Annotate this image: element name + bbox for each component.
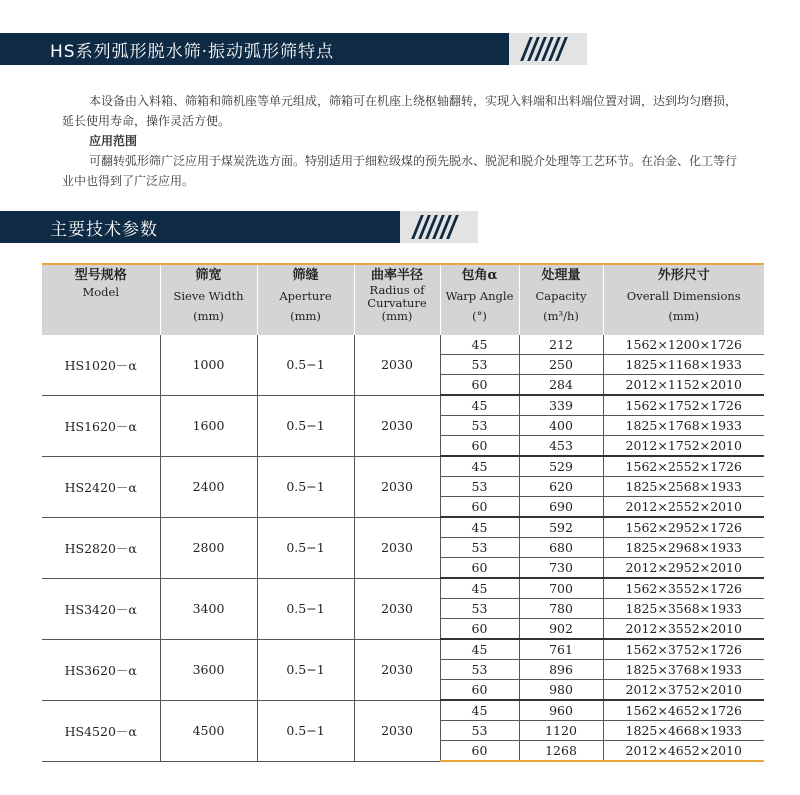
capacity-cell: 730 [519, 558, 603, 579]
radius-cell: 2030 [354, 700, 440, 761]
dimensions-cell: 2012×2552×2010 [603, 497, 764, 518]
sieve-width-cell: 1600 [160, 395, 257, 456]
dimensions-cell: 1562×4652×1726 [603, 700, 764, 721]
header-radius: 曲率半径 Radius of Curvature (mm) [354, 264, 440, 335]
aperture-cell: 0.5−1 [257, 456, 354, 517]
capacity-cell: 896 [519, 660, 603, 680]
dimensions-cell: 1562×3552×1726 [603, 578, 764, 599]
dimensions-cell: 1825×4668×1933 [603, 721, 764, 741]
header-capacity: 处理量 Capacity (m³/h) [519, 264, 603, 335]
sieve-width-cell: 2800 [160, 517, 257, 578]
warp-angle-cell: 60 [440, 497, 519, 518]
capacity-cell: 780 [519, 599, 603, 619]
capacity-cell: 453 [519, 436, 603, 457]
sieve-width-cell: 2400 [160, 456, 257, 517]
model-cell: HS2820－α [42, 517, 160, 578]
dimensions-cell: 2012×4652×2010 [603, 741, 764, 762]
capacity-cell: 620 [519, 477, 603, 497]
specs-table [42, 263, 764, 762]
warp-angle-cell: 53 [440, 416, 519, 436]
warp-angle-cell: 53 [440, 721, 519, 741]
dimensions-cell: 2012×3752×2010 [603, 680, 764, 701]
capacity-cell: 700 [519, 578, 603, 599]
dimensions-cell: 1562×2952×1726 [603, 517, 764, 538]
capacity-cell: 400 [519, 416, 603, 436]
dimensions-cell: 2012×2952×2010 [603, 558, 764, 579]
dimensions-cell: 1562×1752×1726 [603, 395, 764, 416]
table-row [42, 395, 764, 416]
dimensions-cell: 1825×3568×1933 [603, 599, 764, 619]
header-overall-dimensions: 外形尺寸 Overall Dimensions (mm) [603, 264, 764, 335]
specs-section-title: 主要技术参数 [50, 219, 158, 240]
sieve-width-cell: 1000 [160, 335, 257, 395]
capacity-cell: 212 [519, 335, 603, 355]
radius-cell: 2030 [354, 578, 440, 639]
capacity-cell: 761 [519, 639, 603, 660]
warp-angle-cell: 45 [440, 335, 519, 355]
warp-angle-cell: 60 [440, 558, 519, 579]
model-cell: HS1620－α [42, 395, 160, 456]
dimensions-cell: 1562×1200×1726 [603, 335, 764, 355]
dimensions-cell: 1825×2968×1933 [603, 538, 764, 558]
warp-angle-cell: 60 [440, 680, 519, 701]
warp-angle-cell: 60 [440, 436, 519, 457]
header-model: 型号规格 Model [42, 264, 160, 335]
dimensions-cell: 1825×1768×1933 [603, 416, 764, 436]
warp-angle-cell: 53 [440, 538, 519, 558]
model-cell: HS3620－α [42, 639, 160, 700]
sieve-width-cell: 3400 [160, 578, 257, 639]
warp-angle-cell: 53 [440, 660, 519, 680]
warp-angle-cell: 45 [440, 639, 519, 660]
dimensions-cell: 2012×1752×2010 [603, 436, 764, 457]
capacity-cell: 680 [519, 538, 603, 558]
table-row [42, 456, 764, 477]
features-section-title: HS系列弧形脱水筛·振动弧形筛特点 [50, 41, 334, 62]
warp-angle-cell: 45 [440, 395, 519, 416]
capacity-cell: 1120 [519, 721, 603, 741]
capacity-cell: 1268 [519, 741, 603, 762]
capacity-cell: 592 [519, 517, 603, 538]
application-subtitle: 应用范围 [89, 134, 138, 148]
radius-cell: 2030 [354, 335, 440, 395]
dimensions-cell: 1825×3768×1933 [603, 660, 764, 680]
model-cell: HS2420－α [42, 456, 160, 517]
stripes-decoration-icon [400, 211, 478, 243]
model-cell: HS3420－α [42, 578, 160, 639]
model-cell: HS1020－α [42, 335, 160, 395]
radius-cell: 2030 [354, 517, 440, 578]
radius-cell: 2030 [354, 395, 440, 456]
dimensions-cell: 2012×1152×2010 [603, 375, 764, 396]
dimensions-cell: 1825×1168×1933 [603, 355, 764, 375]
table-row [42, 639, 764, 660]
dimensions-cell: 1825×2568×1933 [603, 477, 764, 497]
application-paragraph: 可翻转弧形筛广泛应用于煤炭洗选方面。特别适用于细粒级煤的预先脱水、脱泥和脱介处理等工艺环节。在冶金、化工等行业中也得到了广泛应用。 [62, 154, 738, 188]
warp-angle-cell: 60 [440, 619, 519, 640]
warp-angle-cell: 53 [440, 355, 519, 375]
dimensions-cell: 1562×3752×1726 [603, 639, 764, 660]
table-row [42, 700, 764, 721]
aperture-cell: 0.5−1 [257, 639, 354, 700]
radius-cell: 2030 [354, 639, 440, 700]
header-warp-angle: 包角α Warp Angle (°) [440, 264, 519, 335]
aperture-cell: 0.5−1 [257, 335, 354, 395]
warp-angle-cell: 45 [440, 700, 519, 721]
capacity-cell: 980 [519, 680, 603, 701]
radius-cell: 2030 [354, 456, 440, 517]
table-row [42, 578, 764, 599]
aperture-cell: 0.5−1 [257, 395, 354, 456]
model-cell: HS4520－α [42, 700, 160, 761]
table-row [42, 335, 764, 355]
sieve-width-cell: 3600 [160, 639, 257, 700]
aperture-cell: 0.5−1 [257, 578, 354, 639]
capacity-cell: 902 [519, 619, 603, 640]
capacity-cell: 339 [519, 395, 603, 416]
warp-angle-cell: 45 [440, 456, 519, 477]
warp-angle-cell: 60 [440, 741, 519, 762]
intro-text [62, 91, 742, 191]
warp-angle-cell: 60 [440, 375, 519, 396]
capacity-cell: 960 [519, 700, 603, 721]
dimensions-cell: 2012×3552×2010 [603, 619, 764, 640]
intro-paragraph: 本设备由入料箱、筛箱和筛机座等单元组成，筛箱可在机座上绕枢轴翻转，实现入料端和出料端位置对调，达到均匀磨损，延长使用寿命，操作灵活方便。 [62, 94, 738, 128]
warp-angle-cell: 53 [440, 599, 519, 619]
stripes-decoration-icon [509, 33, 587, 65]
header-sieve-width: 筛宽 Sieve Width (mm) [160, 264, 257, 335]
warp-angle-cell: 45 [440, 517, 519, 538]
table-row [42, 517, 764, 538]
capacity-cell: 284 [519, 375, 603, 396]
capacity-cell: 529 [519, 456, 603, 477]
warp-angle-cell: 53 [440, 477, 519, 497]
features-section-header [0, 33, 587, 65]
aperture-cell: 0.5−1 [257, 700, 354, 761]
header-aperture: 筛缝 Aperture (mm) [257, 264, 354, 335]
capacity-cell: 690 [519, 497, 603, 518]
aperture-cell: 0.5−1 [257, 517, 354, 578]
specs-section-header [0, 211, 478, 243]
capacity-cell: 250 [519, 355, 603, 375]
warp-angle-cell: 45 [440, 578, 519, 599]
sieve-width-cell: 4500 [160, 700, 257, 761]
dimensions-cell: 1562×2552×1726 [603, 456, 764, 477]
